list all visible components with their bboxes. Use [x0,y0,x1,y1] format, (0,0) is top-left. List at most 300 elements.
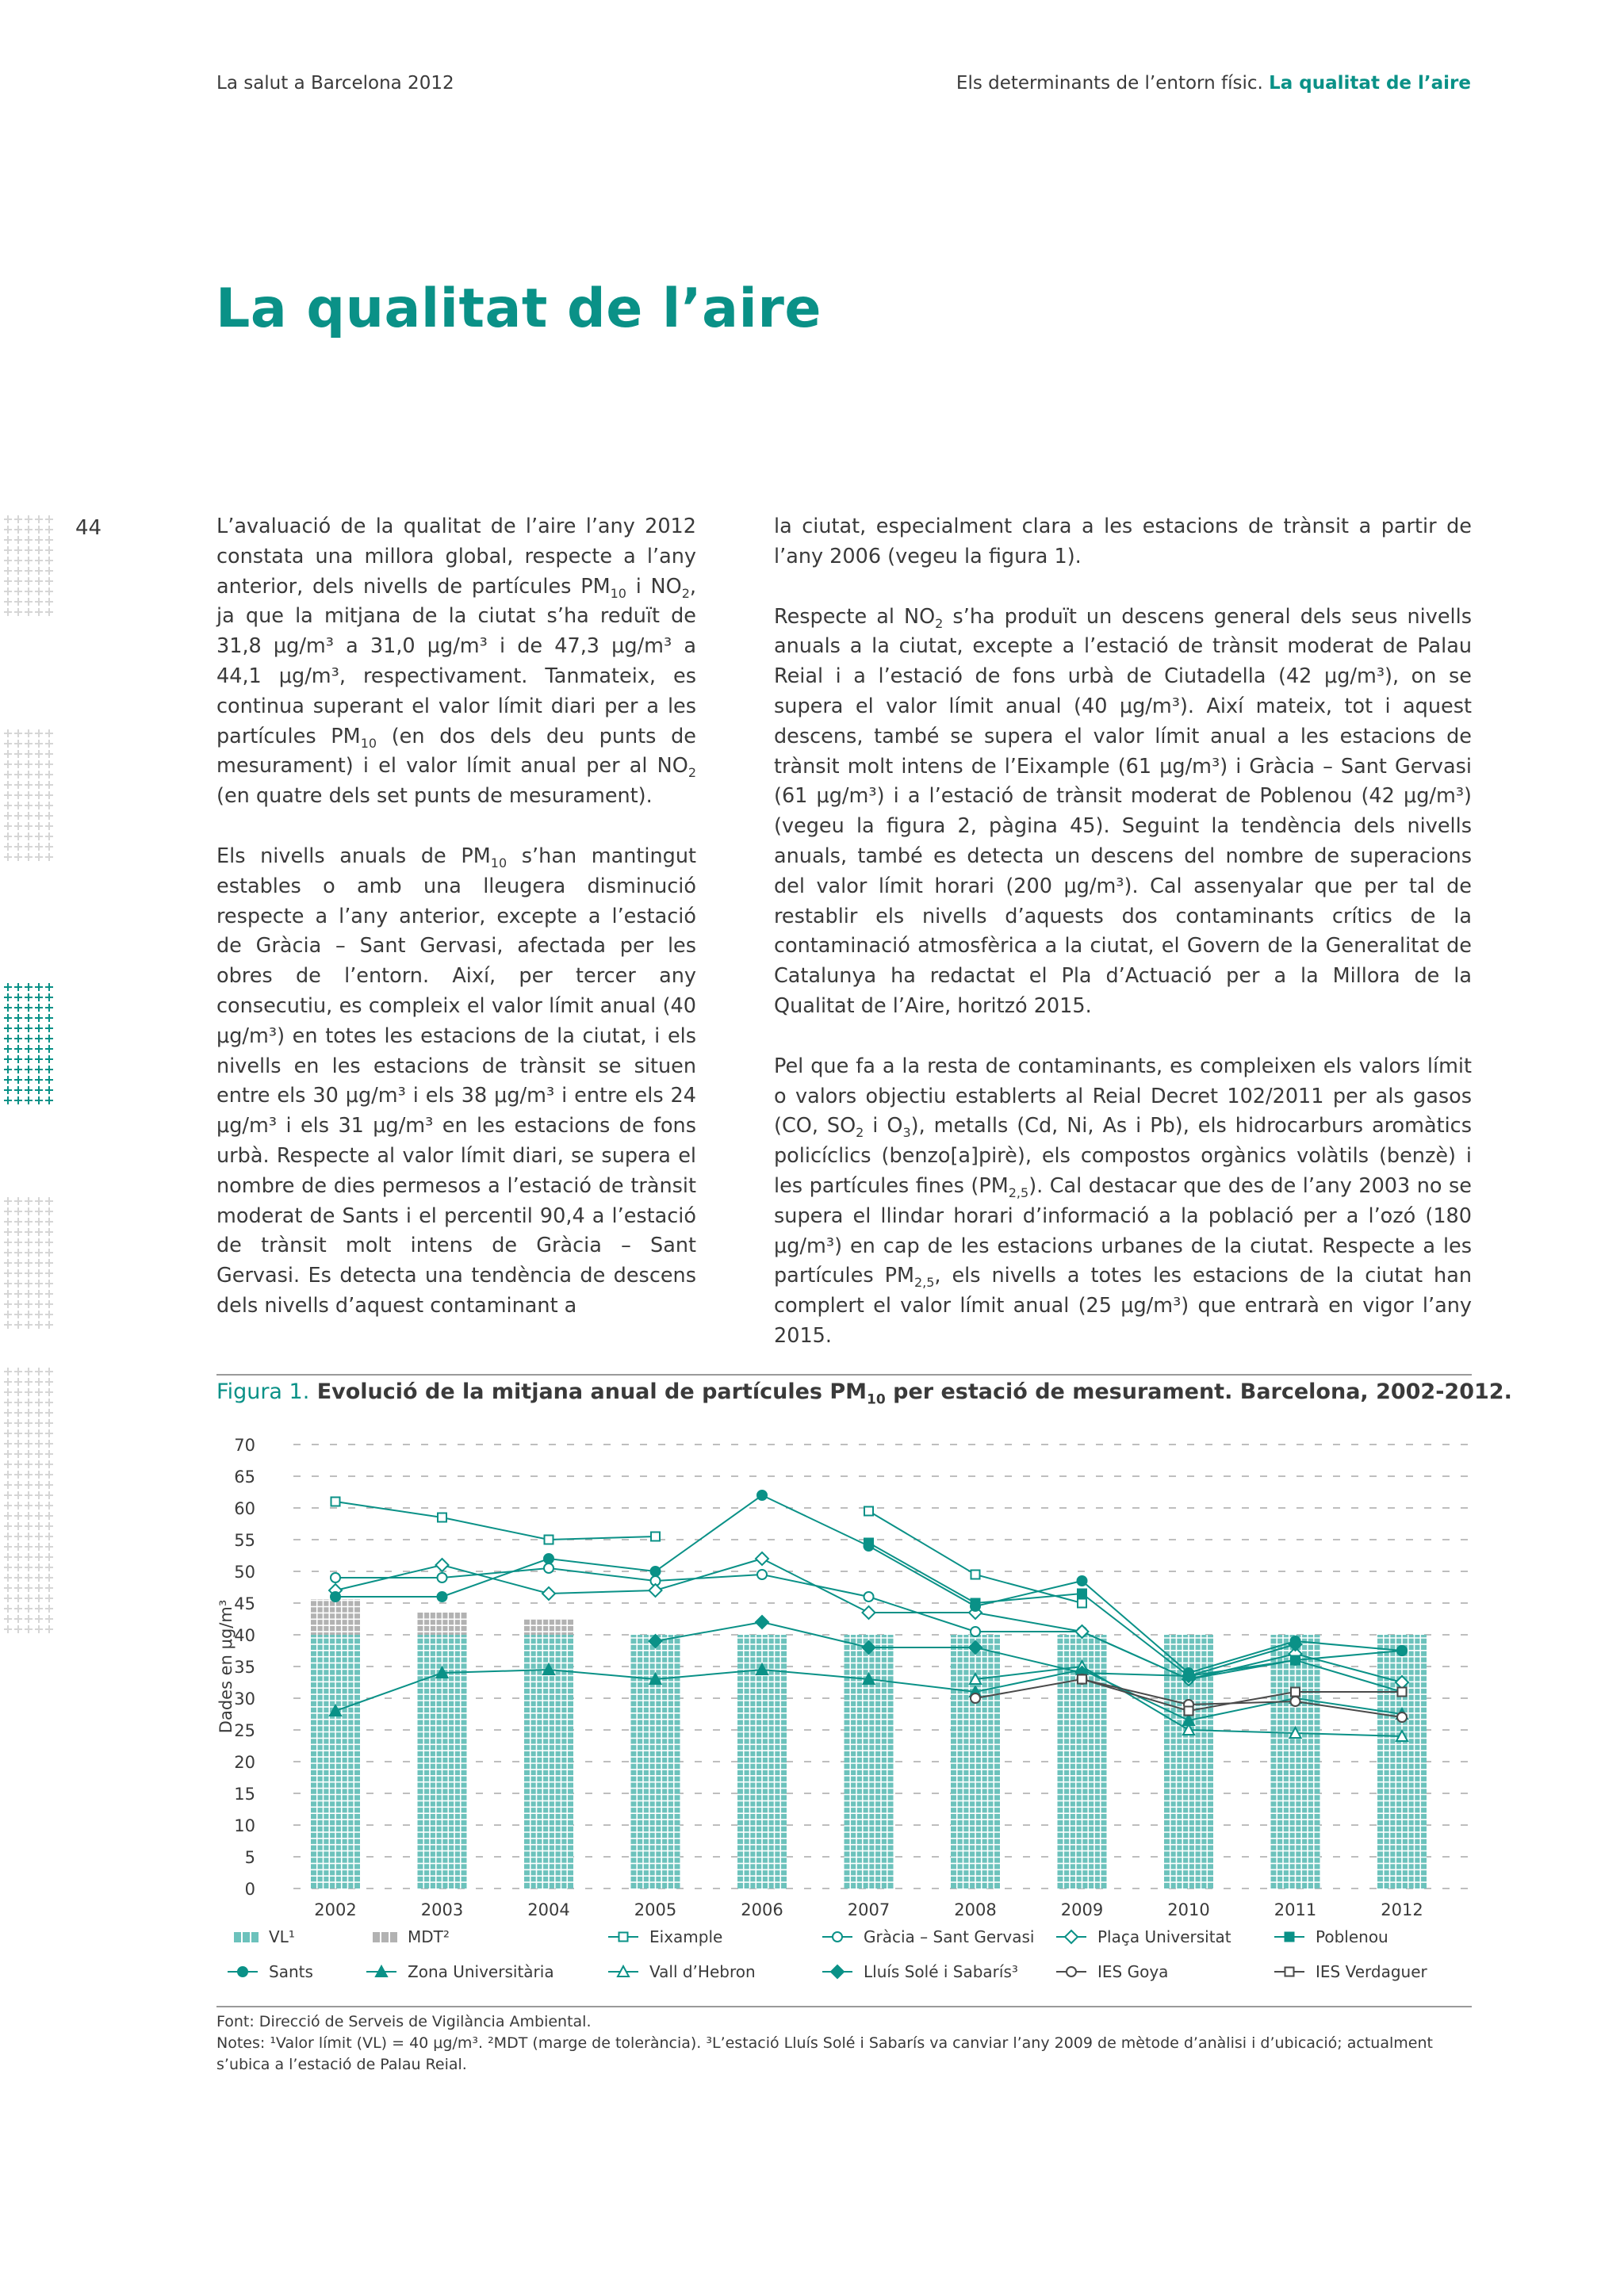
decorative-plus [45,750,53,758]
decorative-plus [35,1605,43,1613]
decorative-plus [35,1522,43,1530]
decorative-plus [35,1399,43,1406]
decorative-plus [4,1086,12,1094]
decorative-plus [25,577,33,585]
decorative-plus [35,781,43,789]
decorative-plus [25,1055,33,1063]
decorative-plus [25,1321,33,1329]
decorative-plus [4,1228,12,1236]
decorative-plus [14,1553,22,1561]
decorative-plus [25,1533,33,1540]
decorative-plus [4,1429,12,1437]
decorative-plus [4,587,12,595]
decorative-plus [35,1035,43,1043]
data-point [438,1513,446,1522]
running-header-left: La salut a Barcelona 2012 [216,73,454,94]
data-point [1078,1576,1087,1586]
y-tick-label: 15 [234,1785,255,1804]
decorative-plus [45,1269,53,1277]
data-point [971,1693,980,1703]
decorative-plus [4,771,12,779]
decorative-plus [35,1419,43,1427]
decorative-plus [25,729,33,737]
decorative-plus [14,1522,22,1530]
decorative-plus [14,983,22,991]
decorative-plus [25,1409,33,1417]
decorative-plus [35,1491,43,1499]
decorative-plus [25,1197,33,1205]
legend-item [373,1927,450,1946]
decorative-plus [4,781,12,789]
decorative-plus [35,577,43,585]
data-point [863,1606,875,1619]
y-tick-label: 45 [234,1594,255,1613]
decorative-plus [25,1238,33,1246]
figure-label: Figura 1. [216,1380,310,1404]
decorative-plus [45,740,53,748]
decorative-plus [4,1035,12,1043]
decorative-plus [45,1228,53,1236]
decorative-plus [45,1249,53,1257]
decorative-plus [35,1290,43,1298]
data-point [1291,1656,1300,1665]
legend-item [822,1962,1018,1981]
decorative-plus [14,1388,22,1396]
data-point [1065,1931,1078,1943]
decorative-plus [35,1197,43,1205]
legend-label: Eixample [649,1927,723,1946]
decorative-plus [45,812,53,820]
legend-swatch [243,1932,250,1942]
decorative-plus [4,1066,12,1073]
legend-item [1056,1927,1231,1946]
decorative-plus [45,1388,53,1396]
x-tick-label: 2008 [954,1900,997,1919]
decorative-plus [25,1553,33,1561]
data-point [757,1570,767,1579]
decorative-plus [4,1321,12,1329]
decorative-plus [45,1605,53,1613]
decorative-plus [35,1218,43,1226]
y-tick-label: 25 [234,1721,255,1740]
decorative-plus [45,1014,53,1022]
data-point [833,1932,842,1942]
decorative-plus [35,1269,43,1277]
decorative-plus [25,1440,33,1448]
legend-swatch [390,1932,397,1942]
decorative-plus [14,1543,22,1551]
decorative-plus [14,1409,22,1417]
decorative-plus [45,1512,53,1520]
legend-label: IES Verdaguer [1316,1962,1427,1981]
decorative-plus [45,1584,53,1592]
decorative-plus [14,1584,22,1592]
decorative-plus [25,1014,33,1022]
decorative-plus [35,760,43,768]
decorative-plus [25,760,33,768]
decorative-plus [35,822,43,830]
paragraph: Els nivells anuals de $PM_{10}$ s’han mantingut estables o amb una lleugera disminució respecte a l’any anterior, excepte a l’estació de Gràcia – Sant Gervasi, afectada per les obres de l’entorn. Així, per tercer any consecutiu, es compleix el valor límit anual (40 μg/m³) en totes les estacions de la ciutat, i els nivells en les estacions de trànsit se situen entre els 30 μg/m³ i els 38 μg/m³ i entre els 24 μg/m³ i els 31 μg/m³ en les estacions de fons urbà. Respecte al valor límit diari, se supera el nombre de dies permesos a l’estació de trànsit moderat de Sants i el percentil 90,4 a l’estació de trànsit molt intens de Gràcia – Sant Gervasi. Es detecta una tendència de descens dels nivells d’aquest contaminant a [216,844,696,1318]
decorative-plus [45,1300,53,1308]
decorative-plus [14,750,22,758]
decorative-plus [25,536,33,544]
y-tick-label: 55 [234,1531,255,1550]
decorative-plus [45,557,53,564]
decorative-plus [35,546,43,554]
decorative-plus [14,1290,22,1298]
decorative-plus [14,1378,22,1386]
decorative-plus [14,536,22,544]
decorative-plus [4,1419,12,1427]
decorative-plus [35,1378,43,1386]
x-tick-label: 2006 [741,1900,783,1919]
legend-label: MDT² [408,1927,450,1946]
decorative-plus [45,832,53,840]
decorative-plus [14,598,22,606]
decorative-plus [4,802,12,809]
decorative-plus [35,1076,43,1084]
decorative-plus [35,1024,43,1032]
decorative-plus [25,1471,33,1479]
decorative-plus [45,1096,53,1104]
legend-label: Sants [269,1962,313,1981]
legend-swatch [381,1932,389,1942]
decorative-plus [35,771,43,779]
decorative-plus [35,1300,43,1308]
decorative-plus [45,1440,53,1448]
decorative-plus [25,740,33,748]
decorative-plus [25,1218,33,1226]
decorative-plus [14,843,22,851]
x-tick-label: 2011 [1274,1900,1317,1919]
decorative-plus [45,1502,53,1510]
data-point [1067,1967,1076,1976]
decorative-plus [4,1249,12,1257]
data-point [1078,1599,1086,1608]
decorative-plus [35,608,43,616]
data-point [756,1552,768,1565]
decorative-plus [35,557,43,564]
decorative-plus [25,1207,33,1215]
decorative-plus [25,771,33,779]
decorative-plus [35,812,43,820]
decorative-cross-pattern [0,0,71,1823]
decorative-plus [14,771,22,779]
decorative-plus [35,1259,43,1267]
decorative-plus [25,546,33,554]
decorative-plus [4,1024,12,1032]
decorative-plus [4,515,12,523]
decorative-plus [14,1086,22,1094]
decorative-plus [14,1269,22,1277]
decorative-plus [25,1024,33,1032]
decorative-plus [25,1290,33,1298]
decorative-plus [4,598,12,606]
decorative-plus [25,1004,33,1012]
decorative-plus [35,1429,43,1437]
decorative-plus [14,546,22,554]
decorative-plus [4,1625,12,1633]
decorative-plus [45,1615,53,1623]
decorative-plus [45,1066,53,1073]
decorative-plus [35,1066,43,1073]
decorative-plus [25,1429,33,1437]
decorative-plus [14,1450,22,1458]
decorative-plus [14,1280,22,1288]
decorative-plus [35,740,43,748]
decorative-plus [25,1076,33,1084]
decorative-plus [25,1280,33,1288]
decorative-plus [25,1399,33,1406]
decorative-plus [45,1259,53,1267]
decorative-plus [35,1450,43,1458]
decorative-plus [35,526,43,534]
decorative-plus [35,791,43,799]
decorative-plus [35,843,43,851]
running-header-right [956,73,1471,94]
x-tick-label: 2002 [314,1900,357,1919]
legend-item [1274,1927,1388,1946]
pm10-chart [206,1427,1483,1998]
decorative-plus [35,993,43,1001]
legend-swatch [251,1932,259,1942]
decorative-plus [35,1502,43,1510]
legend-item [228,1962,313,1981]
decorative-plus [45,983,53,991]
legend-label: Zona Universitària [408,1962,554,1981]
decorative-plus [45,536,53,544]
decorative-plus [25,791,33,799]
decorative-plus [35,536,43,544]
series-line [335,1502,656,1540]
legend-label: Plaça Universitat [1097,1927,1231,1946]
decorative-plus [45,1197,53,1205]
x-tick-label: 2010 [1167,1900,1210,1919]
decorative-plus [4,1584,12,1592]
decorative-plus [14,993,22,1001]
decorative-plus [14,1096,22,1104]
decorative-plus [35,1460,43,1468]
decorative-plus [14,1615,22,1623]
decorative-plus [4,1543,12,1551]
decorative-plus [35,1409,43,1417]
legend-item [608,1962,756,1981]
decorative-plus [14,1055,22,1063]
decorative-plus [45,546,53,554]
data-point [971,1571,980,1579]
data-point [1078,1590,1086,1598]
y-tick-label: 70 [234,1436,255,1455]
decorative-plus [4,993,12,1001]
decorative-plus [14,515,22,523]
decorative-plus [4,1512,12,1520]
decorative-plus [4,1218,12,1226]
decorative-plus [25,832,33,840]
decorative-plus [25,812,33,820]
decorative-plus [45,760,53,768]
decorative-plus [45,781,53,789]
decorative-plus [4,1388,12,1396]
decorative-plus [4,1311,12,1318]
decorative-plus [4,577,12,585]
decorative-plus [25,1584,33,1592]
y-tick-label: 20 [234,1753,255,1772]
decorative-plus [14,791,22,799]
x-tick-label: 2005 [634,1900,677,1919]
decorative-plus [45,1045,53,1053]
decorative-plus [35,1594,43,1602]
decorative-plus [45,1594,53,1602]
decorative-plus [4,557,12,564]
decorative-plus [25,557,33,564]
decorative-plus [4,1238,12,1246]
decorative-plus [14,1440,22,1448]
decorative-plus [25,781,33,789]
data-point [971,1601,980,1611]
decorative-plus [45,853,53,861]
decorative-plus [45,1378,53,1386]
x-tick-label: 2012 [1381,1900,1423,1919]
decorative-plus [4,1471,12,1479]
decorative-plus [14,760,22,768]
legend-item [608,1927,722,1946]
data-point [649,1584,662,1597]
decorative-plus [45,822,53,830]
decorative-plus [4,1207,12,1215]
decorative-plus [4,1533,12,1540]
decorative-plus [4,1491,12,1499]
decorative-plus [45,608,53,616]
decorative-plus [45,1321,53,1329]
data-point [1285,1968,1294,1976]
decorative-plus [25,1300,33,1308]
data-point [331,1592,340,1601]
decorative-plus [45,526,53,534]
decorative-plus [14,1574,22,1582]
decorative-plus [4,822,12,830]
decorative-plus [4,1409,12,1417]
decorative-plus [4,1594,12,1602]
decorative-plus [14,802,22,809]
decorative-plus [4,1450,12,1458]
x-tick-label: 2004 [527,1900,570,1919]
decorative-plus [45,771,53,779]
decorative-plus [4,740,12,748]
data-point [864,1541,874,1551]
decorative-plus [35,1014,43,1022]
decorative-plus [45,1553,53,1561]
decorative-plus [25,853,33,861]
source-rule [216,2006,1472,2007]
data-point [545,1536,553,1544]
source-line: Font: Direcció de Serveis de Vigilància Ambiental. [216,2013,592,2030]
decorative-plus [14,1368,22,1376]
data-point [438,1592,447,1601]
y-tick-label: 5 [244,1848,255,1867]
decorative-plus [35,1533,43,1540]
decorative-plus [4,1076,12,1084]
decorative-plus [45,598,53,606]
decorative-plus [14,557,22,564]
decorative-plus [4,546,12,554]
decorative-plus [25,1502,33,1510]
decorative-plus [45,1280,53,1288]
decorative-plus [35,1228,43,1236]
data-point [331,1573,340,1582]
data-point [971,1627,980,1636]
decorative-plus [4,791,12,799]
decorative-plus [25,1096,33,1104]
decorative-plus [4,1553,12,1561]
decorative-plus [45,1035,53,1043]
decorative-plus [35,1004,43,1012]
decorative-plus [4,1522,12,1530]
y-tick-label: 50 [234,1563,255,1582]
notes-line: Notes: ¹Valor límit (VL) = 40 μg/m³. ²MDT (marge de tolerància). ³L’estació Lluís Solé i Sabarís va canviar l’any 2009 de mètode d’anàlisi i d’ubicació; actualment s’ubica a l’estació de Palau Reial. [216,2034,1433,2073]
decorative-plus [4,1014,12,1022]
decorative-plus [14,1533,22,1540]
decorative-plus [14,1024,22,1032]
data-point [436,1559,449,1571]
decorative-plus [25,1035,33,1043]
decorative-plus [35,1368,43,1376]
decorative-plus [45,1429,53,1437]
decorative-plus [25,750,33,758]
decorative-plus [25,1066,33,1073]
decorative-plus [14,1076,22,1084]
decorative-plus [45,1471,53,1479]
decorative-plus [14,1429,22,1437]
decorative-plus [45,1533,53,1540]
decorative-plus [45,1004,53,1012]
page-title: La qualitat de l’aire [216,277,822,340]
y-tick-label: 30 [234,1689,255,1709]
decorative-plus [25,1045,33,1053]
body-column-left [216,512,696,1352]
decorative-plus [35,1280,43,1288]
decorative-plus [35,1512,43,1520]
decorative-plus [25,1574,33,1582]
decorative-plus [4,1280,12,1288]
decorative-plus [4,1460,12,1468]
decorative-plus [14,608,22,616]
legend-label: Gràcia – Sant Gervasi [864,1927,1035,1946]
data-point [756,1616,768,1628]
x-tick-label: 2007 [847,1900,891,1919]
decorative-plus [45,1563,53,1571]
decorative-plus [14,526,22,534]
data-point [619,1933,628,1942]
legend-swatch [234,1932,241,1942]
data-point [1398,1688,1407,1697]
decorative-plus [25,1378,33,1386]
decorative-plus [35,983,43,991]
decorative-plus [14,1259,22,1267]
decorative-plus [14,1035,22,1043]
decorative-plus [45,1207,53,1215]
decorative-plus [25,1450,33,1458]
legend-item [822,1927,1034,1946]
legend-item [366,1962,554,1981]
decorative-plus [35,1045,43,1053]
decorative-plus [4,526,12,534]
decorative-plus [35,1481,43,1489]
decorative-plus [14,1238,22,1246]
data-point [438,1573,447,1582]
data-point [1291,1697,1300,1706]
data-point [1185,1707,1193,1716]
decorative-plus [35,1086,43,1094]
